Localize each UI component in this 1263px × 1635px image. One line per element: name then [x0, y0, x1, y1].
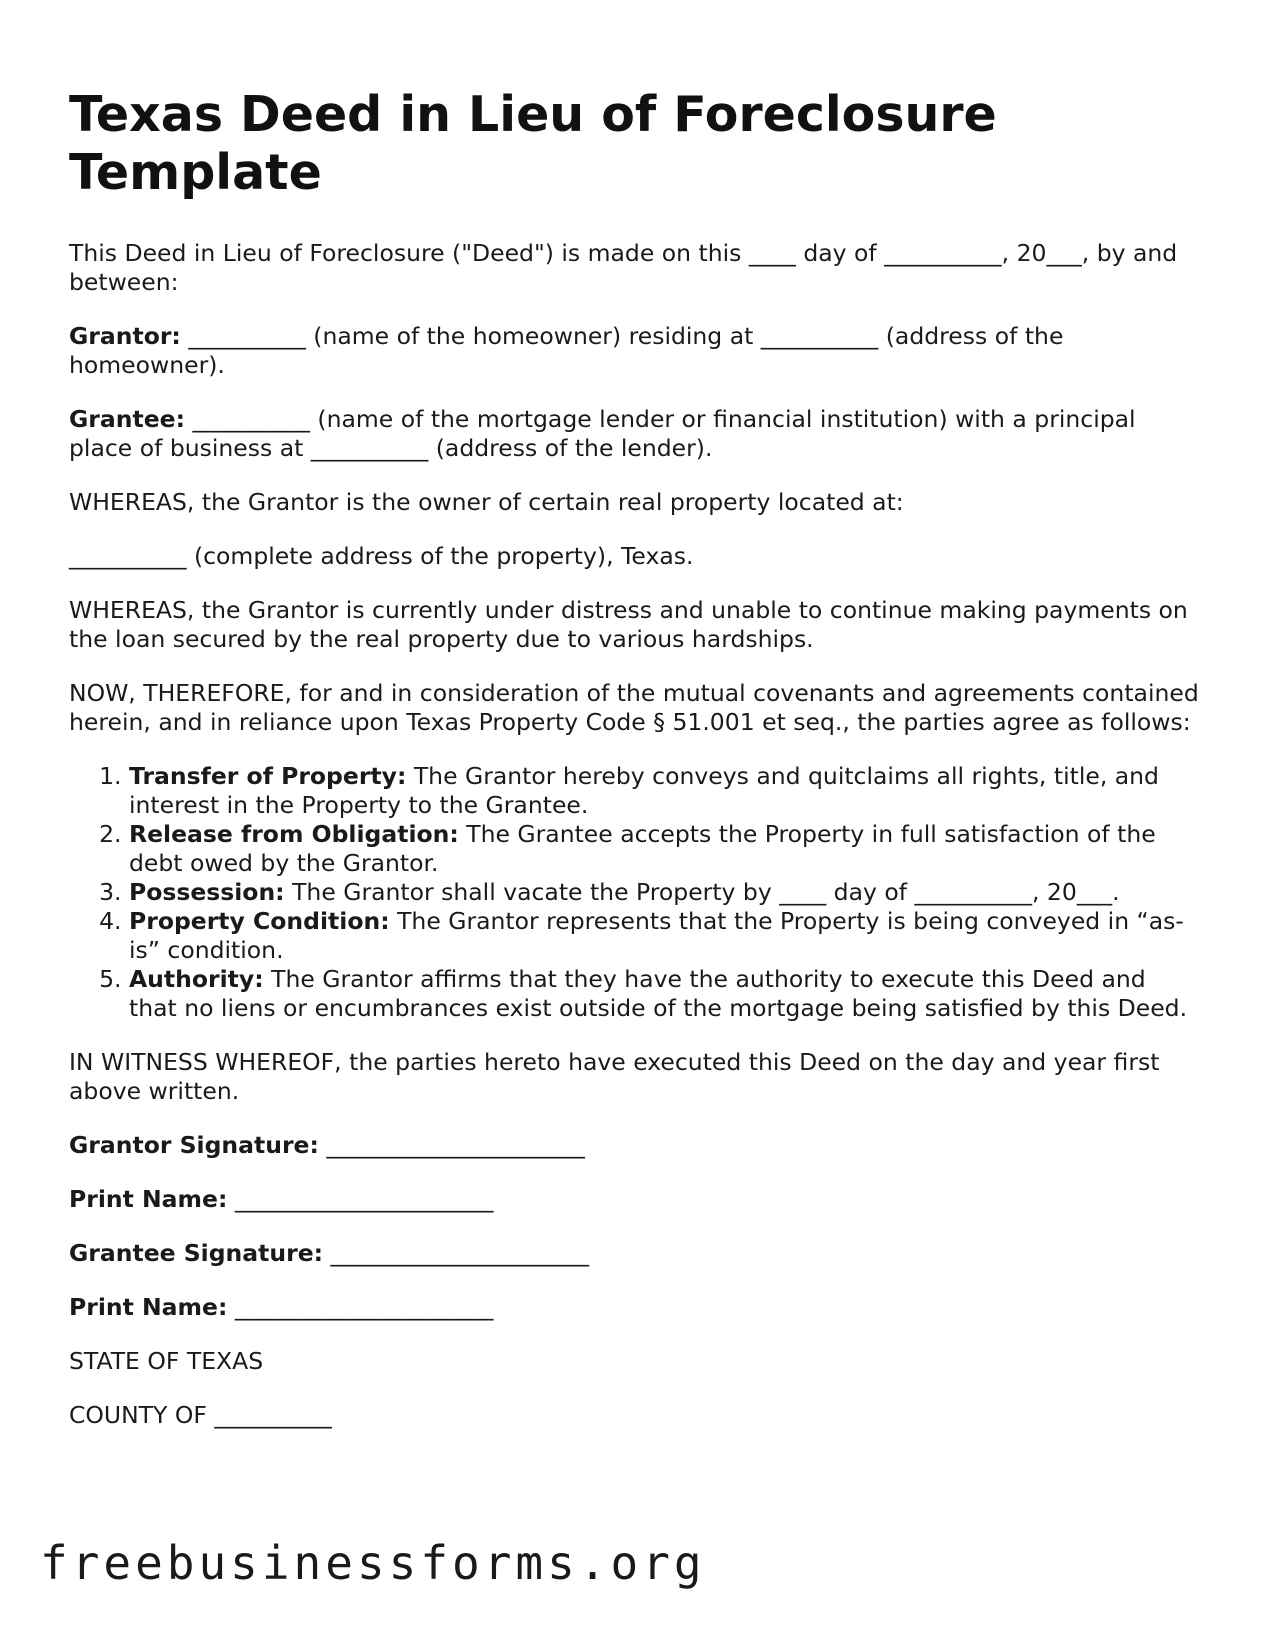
- term-text: The Grantor shall vacate the Property by ____ day of __________, 20___.: [284, 878, 1120, 906]
- property-address-paragraph: __________ (complete address of the property), Texas.: [69, 542, 694, 570]
- signature-label: Grantor Signature:: [69, 1131, 319, 1159]
- grantor-paragraph: [69, 322, 1199, 380]
- term-item: [129, 762, 1199, 820]
- signature-label: Print Name:: [69, 1293, 228, 1321]
- grantee-text: __________ (name of the mortgage lender or financial institution) with a principal place of business at __________ (address of the lender).: [69, 405, 1136, 462]
- term-text: The Grantee accepts the Property in full satisfaction of the debt owed by the Grantor.: [129, 820, 1156, 877]
- grantor-signature-line: [69, 1131, 1199, 1160]
- document-page: [69, 86, 1199, 1455]
- term-item: [129, 820, 1199, 878]
- grantor-label: Grantor:: [69, 322, 181, 350]
- intro-paragraph: This Deed in Lieu of Foreclosure ("Deed") is made on this ____ day of __________, 20___, by and between:: [69, 239, 1178, 296]
- term-item: [129, 878, 1199, 907]
- term-label: Authority:: [129, 965, 264, 993]
- county-line: COUNTY OF __________: [69, 1401, 332, 1429]
- whereas-distress-paragraph: WHEREAS, the Grantor is currently under distress and unable to continue making payments on the loan secured by the real property due to various hardships.: [69, 596, 1188, 653]
- terms-list: [69, 762, 1199, 1023]
- signature-label: Print Name:: [69, 1185, 228, 1213]
- term-item: [129, 907, 1199, 965]
- term-text: The Grantor hereby conveys and quitclaims all rights, title, and interest in the Property to the Grantee.: [129, 762, 1159, 819]
- grantor-print-name-line: [69, 1185, 1199, 1214]
- signature-blank: ______________________: [318, 1131, 585, 1159]
- term-text: The Grantor affirms that they have the authority to execute this Deed and that no liens or encumbrances exist outside of the mortgage being satisfied by this Deed.: [129, 965, 1188, 1022]
- state-line: STATE OF TEXAS: [69, 1347, 264, 1375]
- grantee-signature-line: [69, 1239, 1199, 1268]
- watermark: freebusinessforms.org: [40, 1536, 706, 1590]
- now-therefore-paragraph: NOW, THEREFORE, for and in consideration of the mutual covenants and agreements contained herein, and in reliance upon Texas Property Code § 51.001 et seq., the parties agree as follows:: [69, 679, 1199, 736]
- signature-blank: ______________________: [227, 1185, 494, 1213]
- whereas-owner-paragraph: WHEREAS, the Grantor is the owner of certain real property located at:: [69, 488, 904, 516]
- witness-paragraph: IN WITNESS WHEREOF, the parties hereto have executed this Deed on the day and year first above written.: [69, 1048, 1160, 1105]
- grantor-text: __________ (name of the homeowner) residing at __________ (address of the homeowner).: [69, 322, 1064, 379]
- term-label: Possession:: [129, 878, 285, 906]
- term-label: Release from Obligation:: [129, 820, 459, 848]
- grantee-print-name-line: [69, 1293, 1199, 1322]
- term-label: Transfer of Property:: [129, 762, 407, 790]
- document-title: Texas Deed in Lieu of Foreclosure Template: [69, 86, 997, 201]
- grantee-label: Grantee:: [69, 405, 185, 433]
- grantee-paragraph: [69, 405, 1199, 463]
- term-label: Property Condition:: [129, 907, 390, 935]
- term-text: The Grantor represents that the Property is being conveyed in “as-is” condition.: [129, 907, 1184, 964]
- signature-label: Grantee Signature:: [69, 1239, 324, 1267]
- signature-blank: ______________________: [323, 1239, 590, 1267]
- term-item: [129, 965, 1199, 1023]
- signature-blank: ______________________: [227, 1293, 494, 1321]
